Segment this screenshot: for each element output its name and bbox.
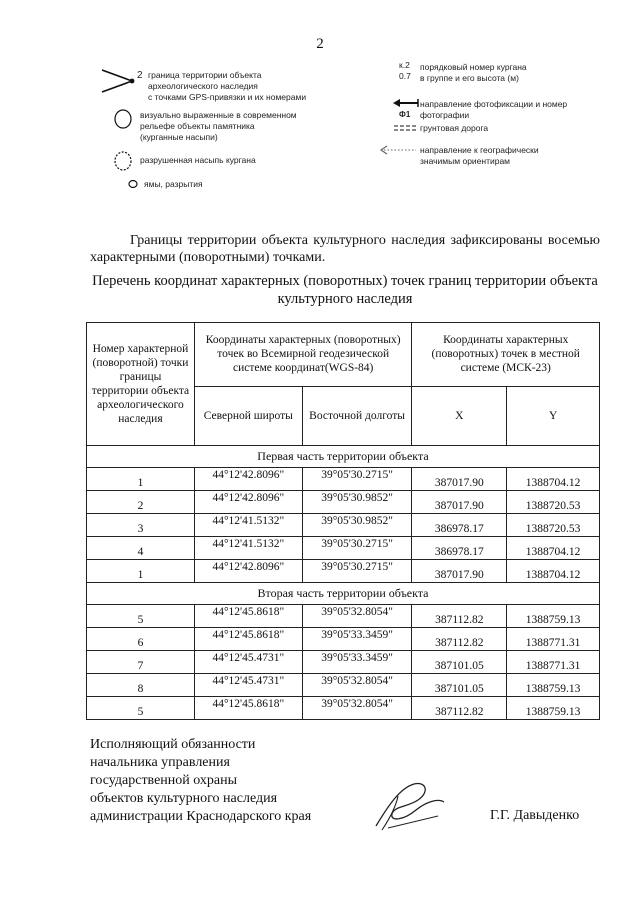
header-wgs84: Координаты характерных (поворотных) точек во Всемирной геодезической системе координат(WGS-84) xyxy=(194,323,412,387)
latitude-cell: 44°12'45.8618" xyxy=(194,697,302,720)
longitude-cell: 39°05'33.3459" xyxy=(302,628,412,651)
latitude-cell: 44°12'45.4731" xyxy=(194,651,302,674)
signatory-position xyxy=(90,736,311,826)
handwritten-signature xyxy=(368,776,448,836)
point-number-cell: 1 xyxy=(87,468,195,491)
small-oval-icon xyxy=(126,179,140,189)
kurgan-number-code: к.2 xyxy=(399,60,410,70)
boundary-arrow-icon xyxy=(100,66,140,96)
longitude-cell: 39°05'30.2715" xyxy=(302,537,412,560)
x-coordinate-cell: 387112.82 xyxy=(412,628,507,651)
latitude-cell: 44°12'45.4731" xyxy=(194,674,302,697)
signatory-line: администрации Краснодарского края xyxy=(90,809,312,824)
header-latitude: Северной широты xyxy=(194,386,302,445)
dashed-circle-icon xyxy=(112,150,134,172)
legend-mound-label: визуально выраженные в современном рельефе объекты памятника (курганные насыпи) xyxy=(140,110,297,142)
table-row xyxy=(87,468,600,491)
y-coordinate-cell: 1388720.53 xyxy=(507,514,600,537)
latitude-cell: 44°12'42.8096" xyxy=(194,491,302,514)
point-number-cell: 5 xyxy=(87,605,195,628)
point-number-cell: 8 xyxy=(87,674,195,697)
x-coordinate-cell: 387101.05 xyxy=(412,651,507,674)
latitude-cell: 44°12'41.5132" xyxy=(194,537,302,560)
x-coordinate-cell: 387112.82 xyxy=(412,605,507,628)
point-number-cell: 2 xyxy=(87,491,195,514)
legend-right xyxy=(390,60,600,180)
x-coordinate-cell: 387101.05 xyxy=(412,674,507,697)
legend-pits-label: ямы, разрытия xyxy=(144,179,203,189)
table-body xyxy=(87,446,600,720)
table-row xyxy=(87,537,600,560)
dirt-road-icon xyxy=(393,123,419,133)
table-row xyxy=(87,651,600,674)
y-coordinate-cell: 1388720.53 xyxy=(507,491,600,514)
signatory-line: государственной охраны xyxy=(90,773,238,788)
y-coordinate-cell: 1388704.12 xyxy=(507,468,600,491)
latitude-cell: 44°12'45.8618" xyxy=(194,605,302,628)
y-coordinate-cell: 1388704.12 xyxy=(507,560,600,583)
page-number: 2 xyxy=(316,36,324,52)
signatory-line: начальника управления xyxy=(90,755,230,770)
longitude-cell: 39°05'30.9852" xyxy=(302,514,412,537)
header-msk23: Координаты характерных (поворотных) точек в местной системе (МСК-23) xyxy=(412,323,600,387)
longitude-cell: 39°05'30.2715" xyxy=(302,560,412,583)
latitude-cell: 44°12'45.8618" xyxy=(194,628,302,651)
point-number-cell: 1 xyxy=(87,560,195,583)
kurgan-height-code: 0.7 xyxy=(399,71,411,81)
legend-boundary-label: граница территории объекта археологического наследия с точками GPS-привязки и их номерами xyxy=(148,70,307,102)
x-coordinate-cell: 387017.90 xyxy=(412,491,507,514)
x-coordinate-cell: 386978.17 xyxy=(412,537,507,560)
header-longitude: Восточной долготы xyxy=(302,386,412,445)
longitude-cell: 39°05'30.2715" xyxy=(302,468,412,491)
section-row xyxy=(87,583,600,605)
table-row xyxy=(87,605,600,628)
y-coordinate-cell: 1388759.13 xyxy=(507,674,600,697)
table-row xyxy=(87,628,600,651)
legend-destroyed-label: разрушенная насыпь кургана xyxy=(140,155,256,165)
point-number-cell: 7 xyxy=(87,651,195,674)
x-coordinate-cell: 386978.17 xyxy=(412,514,507,537)
section-title: Первая часть территории объекта xyxy=(87,446,600,468)
longitude-cell: 39°05'33.3459" xyxy=(302,651,412,674)
point-number-cell: 6 xyxy=(87,628,195,651)
circle-outline-icon xyxy=(112,108,134,130)
x-coordinate-cell: 387112.82 xyxy=(412,697,507,720)
y-coordinate-cell: 1388771.31 xyxy=(507,628,600,651)
latitude-cell: 44°12'42.8096" xyxy=(194,468,302,491)
table-row xyxy=(87,491,600,514)
y-coordinate-cell: 1388704.12 xyxy=(507,537,600,560)
point-number-cell: 5 xyxy=(87,697,195,720)
signatory-name: Г.Г. Давыденко xyxy=(490,808,580,823)
signatory-line: Исполняющий обязанности xyxy=(90,737,256,752)
header-point-number: Номер характерной (поворотной) точки границы территории объекта археологического наследия xyxy=(87,323,195,446)
intro-paragraph: Границы территории объекта культурного наследия зафиксированы восемью характерными (поворотными) точками. xyxy=(90,233,600,265)
legend-boundary-marker: 2 xyxy=(137,70,143,81)
longitude-cell: 39°05'32.8054" xyxy=(302,674,412,697)
longitude-cell: 39°05'32.8054" xyxy=(302,697,412,720)
table-row xyxy=(87,514,600,537)
point-number-cell: 3 xyxy=(87,514,195,537)
header-x: X xyxy=(412,386,507,445)
section-title: Вторая часть территории объекта xyxy=(87,583,600,605)
table-row xyxy=(87,560,600,583)
photo-direction-icon xyxy=(393,98,419,108)
x-coordinate-cell: 387017.90 xyxy=(412,560,507,583)
table-row xyxy=(87,674,600,697)
landmark-direction-icon xyxy=(378,145,418,155)
photo-code: Ф1 xyxy=(399,110,411,119)
signatory-line: объектов культурного наследия xyxy=(90,791,278,806)
point-number-cell: 4 xyxy=(87,537,195,560)
table-title: Перечень координат характерных (поворотных) точек границ территории объекта культурного наследия xyxy=(92,273,598,307)
section-row xyxy=(87,446,600,468)
table-row xyxy=(87,697,600,720)
legend-landmark-label: направление к географически значимым ориентирам xyxy=(420,145,539,166)
header-y: Y xyxy=(507,386,600,445)
y-coordinate-cell: 1388759.13 xyxy=(507,605,600,628)
legend-photo-label: направление фотофиксации и номер фотографии xyxy=(420,99,568,120)
legend-kurgan-label: порядковый номер кургана в группе и его высота (м) xyxy=(420,62,527,83)
latitude-cell: 44°12'41.5132" xyxy=(194,514,302,537)
y-coordinate-cell: 1388771.31 xyxy=(507,651,600,674)
legend-road-label: грунтовая дорога xyxy=(420,123,489,133)
legend-left xyxy=(100,64,350,194)
x-coordinate-cell: 387017.90 xyxy=(412,468,507,491)
longitude-cell: 39°05'32.8054" xyxy=(302,605,412,628)
coordinates-table xyxy=(86,322,600,720)
longitude-cell: 39°05'30.9852" xyxy=(302,491,412,514)
y-coordinate-cell: 1388759.13 xyxy=(507,697,600,720)
latitude-cell: 44°12'42.8096" xyxy=(194,560,302,583)
